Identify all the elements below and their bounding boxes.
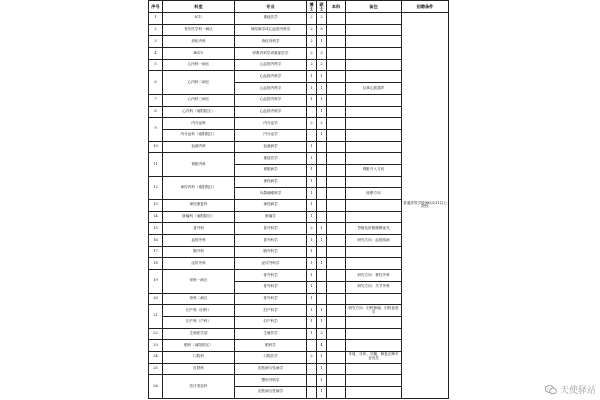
- cell-phd: 1: [307, 235, 317, 247]
- cell-dept: 肾脏内科: [163, 153, 235, 176]
- header-note: 备注: [346, 1, 402, 13]
- cell-note: [346, 59, 402, 71]
- cell-note: [346, 200, 402, 212]
- cell-note: [346, 118, 402, 130]
- cell-note: [346, 13, 402, 25]
- cell-phd: [307, 129, 317, 141]
- cell-no: 23: [149, 340, 163, 352]
- watermark: [545, 383, 596, 396]
- cell-note: [346, 211, 402, 223]
- cell-no: 17: [149, 246, 163, 258]
- cell-ms: 2: [317, 328, 327, 340]
- cell-major: 整形外科学: [235, 375, 307, 387]
- header-ms: 硕士: [317, 1, 327, 13]
- cell-major: 心血管内科学: [235, 71, 307, 83]
- cell-bs: [327, 71, 346, 83]
- cell-phd: 2: [307, 13, 317, 25]
- cell-bs: [327, 153, 346, 165]
- cell-major: 眼科学: [235, 340, 307, 352]
- cell-dept: ICU: [163, 13, 235, 25]
- cell-bs: [327, 211, 346, 223]
- cell-no: 6: [149, 71, 163, 94]
- table-header-row: [149, 1, 449, 13]
- table-row: [149, 13, 449, 25]
- cell-phd: 1: [307, 258, 317, 270]
- cell-note: [346, 387, 402, 399]
- cell-note: 从事心脏超声: [346, 83, 402, 95]
- header-req: 招聘条件: [402, 1, 449, 13]
- cell-bs: [327, 36, 346, 48]
- cell-bs: [327, 387, 346, 399]
- cell-major: 普外科学: [235, 223, 307, 235]
- cell-dept: 妇产科（妇科）: [163, 305, 235, 317]
- cell-no: 13: [149, 200, 163, 212]
- cell-no: 12: [149, 176, 163, 199]
- cell-phd: 1: [307, 188, 317, 200]
- cell-note: [346, 246, 402, 258]
- cell-phd: 2: [307, 59, 317, 71]
- cell-major: 内分泌学: [235, 118, 307, 130]
- cell-major: 心血管内科学: [235, 83, 307, 95]
- cell-bs: [327, 164, 346, 176]
- cell-ms: [317, 281, 327, 293]
- cell-phd: 1: [307, 94, 317, 106]
- cell-note: [346, 153, 402, 165]
- cell-ms: 1: [317, 106, 327, 118]
- cell-note: [346, 71, 402, 83]
- header-no: 序号: [149, 1, 163, 13]
- cell-bs: [327, 106, 346, 118]
- cell-bs: [327, 48, 346, 60]
- cell-major: 心血管内科学: [235, 106, 307, 118]
- cell-phd: 1: [307, 305, 317, 317]
- cell-dept: 神经内科（南阳院区）: [163, 176, 235, 199]
- cell-phd: 2: [307, 48, 317, 60]
- cell-phd: [307, 387, 317, 399]
- watermark-text: 天使驿站: [559, 386, 596, 396]
- cell-ms: 1: [317, 387, 327, 399]
- cell-major: 消化内科学: [235, 36, 307, 48]
- cell-no: 26: [149, 375, 163, 398]
- cell-ms: [317, 188, 327, 200]
- cell-note: [346, 36, 402, 48]
- cell-dept: 心内科一病区: [163, 59, 235, 71]
- cell-phd: [307, 363, 317, 375]
- cell-major: 血液病学: [235, 141, 307, 153]
- cell-major: 泌尿外科学: [235, 258, 307, 270]
- cell-no: 4: [149, 48, 163, 60]
- cell-ms: 3: [317, 48, 327, 60]
- cell-bs: [327, 246, 346, 258]
- cell-major: 骨外科学: [235, 293, 307, 305]
- cell-major: 神经病学或心血管内科学: [235, 24, 307, 36]
- cell-bs: [327, 59, 346, 71]
- header-phd: 博士: [307, 1, 317, 13]
- cell-no: 25: [149, 363, 163, 375]
- cell-bs: [327, 293, 346, 305]
- cell-bs: [327, 223, 346, 235]
- cell-dept: 普外科: [163, 223, 235, 235]
- cell-note: [346, 48, 402, 60]
- cell-note: [346, 94, 402, 106]
- cell-major: 皮肤病与性病学: [235, 387, 307, 399]
- cell-phd: 2: [307, 118, 317, 130]
- cell-phd: 2: [307, 36, 317, 48]
- cell-no: 16: [149, 235, 163, 247]
- cell-note: [346, 24, 402, 36]
- cell-note: [346, 328, 402, 340]
- cell-major: 神经病学: [235, 176, 307, 188]
- cell-bs: [327, 281, 346, 293]
- cell-phd: 1: [307, 200, 317, 212]
- cell-major: 心血管内科学: [235, 94, 307, 106]
- cell-phd: 1: [307, 153, 317, 165]
- cell-phd: 1: [307, 211, 317, 223]
- cell-phd: 2: [307, 223, 317, 235]
- cell-ms: [317, 153, 327, 165]
- cell-note: [346, 141, 402, 153]
- cell-bs: [327, 340, 346, 352]
- cell-no: 2: [149, 24, 163, 36]
- cell-bs: [327, 94, 346, 106]
- header-dept: 科室: [163, 1, 235, 13]
- cell-ms: [317, 211, 327, 223]
- cell-bs: [327, 118, 346, 130]
- cell-ms: 1: [317, 351, 327, 363]
- cell-phd: 2: [307, 24, 317, 36]
- cell-major: 呼吸内科学或重症医学: [235, 48, 307, 60]
- cell-dept: 肿瘤科（南阳院区）: [163, 211, 235, 223]
- cell-dept: 骨科一病区: [163, 270, 235, 293]
- cell-ms: [317, 270, 327, 282]
- cell-dept: 眼科（南阳院区）: [163, 340, 235, 352]
- cell-bs: [327, 141, 346, 153]
- cell-phd: 1: [307, 71, 317, 83]
- cell-bs: [327, 316, 346, 328]
- cell-phd: 1: [307, 164, 317, 176]
- cell-dept: RICU: [163, 48, 235, 60]
- cell-ms: [317, 141, 327, 153]
- cell-note: 研究方向：脊柱外科: [346, 270, 402, 282]
- cell-dept: 内分泌科（南阳院区）: [163, 129, 235, 141]
- document-page: [148, 0, 448, 400]
- cell-note: [346, 258, 402, 270]
- cell-ms: 1: [317, 36, 327, 48]
- cell-ms: 1: [317, 375, 327, 387]
- cell-dept: 心内科（南阳院区）: [163, 106, 235, 118]
- cell-no: 10: [149, 141, 163, 153]
- cell-phd: 1: [307, 281, 317, 293]
- cell-no: 18: [149, 258, 163, 270]
- cell-major: 肾脏病学: [235, 164, 307, 176]
- cell-no: 5: [149, 59, 163, 71]
- cell-ms: 1: [317, 129, 327, 141]
- wechat-bubble-icon: [545, 385, 557, 395]
- cell-requirement: 普通高等学校985/211以上院校: [402, 13, 449, 399]
- cell-bs: [327, 258, 346, 270]
- cell-dept: 皮肤科: [163, 363, 235, 375]
- cell-bs: [327, 363, 346, 375]
- cell-dept: 神经康复科: [163, 200, 235, 212]
- cell-no: 19: [149, 270, 163, 293]
- cell-ms: 1: [317, 71, 327, 83]
- cell-bs: [327, 351, 346, 363]
- cell-dept: 医疗美容科: [163, 375, 235, 398]
- cell-no: 21: [149, 305, 163, 328]
- cell-bs: [327, 176, 346, 188]
- cell-bs: [327, 13, 346, 25]
- cell-phd: 1: [307, 270, 317, 282]
- cell-ms: [317, 176, 327, 188]
- cell-note: 胃肠及肝胆胰腺优先: [346, 223, 402, 235]
- cell-no: 7: [149, 94, 163, 106]
- cell-bs: [327, 235, 346, 247]
- cell-bs: [327, 270, 346, 282]
- cell-dept: 血管外科: [163, 235, 235, 247]
- cell-note: [346, 129, 402, 141]
- cell-ms: 1: [317, 83, 327, 95]
- cell-major: 心血管内科学: [235, 59, 307, 71]
- cell-major: 胸外科学: [235, 246, 307, 258]
- cell-ms: 1: [317, 258, 327, 270]
- cell-ms: 4: [317, 340, 327, 352]
- cell-note: 肾脏介入方向: [346, 164, 402, 176]
- cell-dept: 骨科二病区: [163, 293, 235, 305]
- cell-note: 眩晕方向: [346, 188, 402, 200]
- cell-note: 牙周、牙体、牙髓、修复正畸专业优先: [346, 351, 402, 363]
- cell-note: 研究方向：血管疾病: [346, 235, 402, 247]
- cell-no: 9: [149, 118, 163, 141]
- cell-bs: [327, 328, 346, 340]
- cell-dept: 老年医学科一病区: [163, 24, 235, 36]
- cell-major: 内分泌学: [235, 129, 307, 141]
- cell-dept: 血液内科: [163, 141, 235, 153]
- cell-ms: 2: [317, 13, 327, 25]
- cell-note: 研究方向：关节外科: [346, 281, 402, 293]
- cell-phd: [307, 340, 317, 352]
- cell-no: 15: [149, 223, 163, 235]
- cell-major: 口腔医学: [235, 351, 307, 363]
- cell-note: 研究方向：妇科肿瘤、妇科盆底学: [346, 305, 402, 317]
- cell-bs: [327, 129, 346, 141]
- cell-phd: [307, 106, 317, 118]
- cell-note: [346, 176, 402, 188]
- cell-note: [346, 316, 402, 328]
- cell-note: [346, 106, 402, 118]
- cell-bs: [327, 375, 346, 387]
- cell-no: 3: [149, 36, 163, 48]
- cell-phd: 1: [307, 293, 317, 305]
- cell-dept: 生殖医学部: [163, 328, 235, 340]
- cell-ms: 1: [317, 94, 327, 106]
- cell-dept: 消化内科: [163, 36, 235, 48]
- cell-dept: 妇产科（产科）: [163, 316, 235, 328]
- cell-no: 22: [149, 328, 163, 340]
- cell-bs: [327, 188, 346, 200]
- header-bs: 本科: [327, 1, 346, 13]
- cell-no: 24: [149, 351, 163, 363]
- table-body: [149, 13, 449, 399]
- recruitment-table: [148, 0, 449, 399]
- cell-phd: 1: [307, 328, 317, 340]
- cell-major: 骨外科学: [235, 281, 307, 293]
- cell-dept: 胸外科: [163, 246, 235, 258]
- cell-major: 普外科学: [235, 235, 307, 247]
- cell-no: 1: [149, 13, 163, 25]
- cell-no: 11: [149, 153, 163, 176]
- cell-ms: [317, 200, 327, 212]
- cell-phd: 1: [307, 83, 317, 95]
- cell-note: [346, 340, 402, 352]
- cell-note: [346, 293, 402, 305]
- cell-phd: 1: [307, 141, 317, 153]
- cell-ms: 1: [317, 223, 327, 235]
- cell-ms: [317, 164, 327, 176]
- cell-dept: 心内科二病区: [163, 71, 235, 94]
- cell-ms: 5: [317, 24, 327, 36]
- cell-phd: 1: [307, 316, 317, 328]
- cell-major: 肿瘤学: [235, 211, 307, 223]
- cell-bs: [327, 83, 346, 95]
- cell-dept: 口腔科: [163, 351, 235, 363]
- cell-bs: [327, 200, 346, 212]
- cell-phd: 1: [307, 176, 317, 188]
- header-major: 专业: [235, 1, 307, 13]
- cell-ms: 1: [317, 363, 327, 375]
- cell-major: 重症医学: [235, 153, 307, 165]
- cell-ms: 2: [317, 118, 327, 130]
- cell-major: 妇产科学: [235, 316, 307, 328]
- cell-note: [346, 363, 402, 375]
- cell-no: 20: [149, 293, 163, 305]
- cell-dept: 内分泌科: [163, 118, 235, 130]
- cell-major: 神经病学: [235, 200, 307, 212]
- cell-major: 妇产科学: [235, 305, 307, 317]
- cell-dept: 心内科三病区: [163, 94, 235, 106]
- cell-phd: 1: [307, 246, 317, 258]
- cell-major: 耳鼻咽喉科学: [235, 188, 307, 200]
- cell-major: 重症医学: [235, 13, 307, 25]
- cell-ms: 2: [317, 59, 327, 71]
- cell-note: [346, 375, 402, 387]
- cell-major: 皮肤病与性病学: [235, 363, 307, 375]
- cell-bs: [327, 24, 346, 36]
- cell-no: 8: [149, 106, 163, 118]
- cell-ms: 1: [317, 305, 327, 317]
- cell-dept: 泌尿外科: [163, 258, 235, 270]
- cell-bs: [327, 305, 346, 317]
- cell-ms: [317, 293, 327, 305]
- cell-major: 骨外科学: [235, 270, 307, 282]
- cell-phd: 2: [307, 351, 317, 363]
- cell-ms: [317, 246, 327, 258]
- cell-no: 14: [149, 211, 163, 223]
- cell-ms: 1: [317, 235, 327, 247]
- cell-phd: [307, 375, 317, 387]
- cell-major: 生殖医学: [235, 328, 307, 340]
- cell-ms: 1: [317, 316, 327, 328]
